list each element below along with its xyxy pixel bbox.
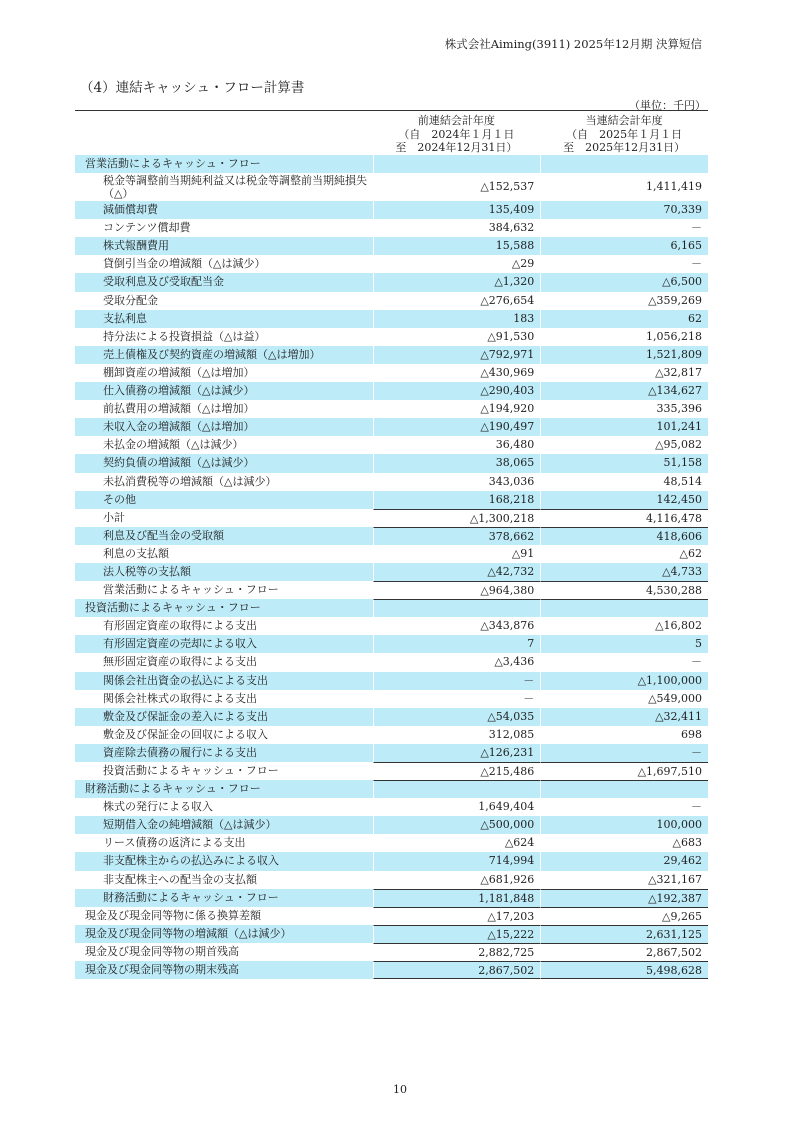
cur-period-value bbox=[540, 599, 708, 617]
prev-period-value: － bbox=[373, 690, 541, 708]
prev-period-value: △343,876 bbox=[373, 617, 541, 635]
table-row bbox=[75, 871, 708, 889]
row-label: 現金及び現金同等物の増減額（△は減少） bbox=[75, 925, 373, 943]
row-label: 営業活動によるキャッシュ・フロー bbox=[103, 583, 279, 597]
row-label: 非支配株主への配当金の支払額 bbox=[103, 872, 257, 886]
prev-period-value: △1,320 bbox=[373, 273, 541, 291]
prev-period-value: 312,085 bbox=[373, 726, 541, 744]
cur-period-value: 698 bbox=[540, 726, 708, 744]
table-row bbox=[75, 418, 708, 436]
prev-period-value: 183 bbox=[373, 310, 541, 328]
label-column-header bbox=[75, 111, 373, 155]
prev-period-value: △91,530 bbox=[373, 328, 541, 346]
row-label: 敷金及び保証金の差入による支出 bbox=[75, 708, 373, 726]
table-row bbox=[75, 292, 708, 310]
table-row bbox=[75, 762, 708, 780]
prev-period-value: △126,231 bbox=[373, 744, 541, 762]
row-label: 受取分配金 bbox=[103, 293, 158, 307]
prev-period-value: △792,971 bbox=[373, 346, 541, 364]
row-label: 無形固定資産の取得による支出 bbox=[103, 655, 257, 669]
prev-period-value: 38,065 bbox=[373, 454, 541, 472]
table-row bbox=[75, 852, 708, 870]
prev-period-value: － bbox=[373, 672, 541, 690]
table-row bbox=[75, 310, 708, 328]
table-row bbox=[75, 690, 708, 708]
cur-period-value bbox=[540, 155, 708, 173]
row-label: 法人税等の支払額 bbox=[75, 563, 373, 581]
table-row bbox=[75, 726, 708, 744]
prev-period-value: △91 bbox=[373, 545, 541, 563]
row-label: 投資活動によるキャッシュ・フロー bbox=[103, 764, 279, 777]
cur-period-value: 1,056,218 bbox=[540, 328, 708, 346]
table-row bbox=[75, 400, 708, 418]
table-row bbox=[75, 961, 708, 979]
prev-period-value: 343,036 bbox=[373, 473, 541, 491]
cur-period-value: △16,802 bbox=[540, 617, 708, 635]
prev-period-value: 135,409 bbox=[373, 201, 541, 219]
row-label: 契約負債の増減額（△は減少） bbox=[75, 454, 373, 472]
row-label: 棚卸資産の増減額（△は増加） bbox=[103, 365, 255, 379]
table-row bbox=[75, 545, 708, 563]
row-label: 持分法による投資損益（△は益） bbox=[103, 329, 266, 343]
prev-period-value: △624 bbox=[373, 834, 541, 852]
cur-period-value: 100,000 bbox=[540, 816, 708, 834]
cur-period-value: 29,462 bbox=[540, 852, 708, 870]
table-row bbox=[75, 436, 708, 454]
cur-period-to: 至 2025年12月31日） bbox=[563, 141, 686, 154]
prev-period-value: 168,218 bbox=[373, 491, 541, 509]
cur-period-value: △62 bbox=[540, 545, 708, 563]
table-row bbox=[75, 527, 708, 545]
prev-period-value: △42,732 bbox=[373, 563, 541, 581]
cur-period-value: 5,498,628 bbox=[540, 961, 708, 979]
table-row bbox=[75, 744, 708, 762]
table-row bbox=[75, 943, 708, 961]
prev-period-value: 384,632 bbox=[373, 219, 541, 237]
row-label: 株式の発行による収入 bbox=[103, 800, 213, 814]
table-row bbox=[75, 473, 708, 491]
row-label: 株式報酬費用 bbox=[75, 237, 373, 255]
table-row bbox=[75, 346, 708, 364]
row-label: 売上債権及び契約資産の増減額（△は増加） bbox=[75, 346, 373, 364]
row-label: 未払消費税等の増減額（△は減少） bbox=[103, 474, 277, 488]
row-label: リース債務の返済による支出 bbox=[103, 836, 246, 850]
row-label: 前払費用の増減額（△は増加） bbox=[103, 402, 255, 416]
row-label: 有形固定資産の売却による収入 bbox=[75, 635, 373, 653]
table-row bbox=[75, 173, 708, 201]
table-row bbox=[75, 889, 708, 907]
prev-period-value: △290,403 bbox=[373, 382, 541, 400]
cur-period-value: △32,411 bbox=[540, 708, 708, 726]
cur-period-value: 101,241 bbox=[540, 418, 708, 436]
cash-flow-table bbox=[75, 110, 708, 979]
row-label: 敷金及び保証金の回収による収入 bbox=[103, 727, 268, 741]
cur-period-from: （自 2025年１月１日 bbox=[566, 127, 683, 141]
table-body bbox=[75, 155, 708, 979]
row-label: 現金及び現金同等物の期末残高 bbox=[75, 961, 373, 979]
cur-period-value: △1,100,000 bbox=[540, 672, 708, 690]
row-label: 有形固定資産の取得による支出 bbox=[103, 619, 257, 633]
unit-label: （単位：千円） bbox=[629, 99, 706, 112]
prev-period-value bbox=[373, 599, 541, 617]
prev-period-value: 1,181,848 bbox=[373, 889, 541, 907]
cur-period-title: 当連結会計年度 bbox=[585, 114, 663, 127]
row-label: 貸倒引当金の増減額（△は減少） bbox=[103, 257, 266, 271]
cur-period-value: － bbox=[540, 744, 708, 762]
cur-period-value: △4,733 bbox=[540, 563, 708, 581]
cur-period-value: 4,530,288 bbox=[540, 581, 708, 599]
table-row bbox=[75, 834, 708, 852]
prev-period-value: △500,000 bbox=[373, 816, 541, 834]
cur-period-value: 418,606 bbox=[540, 527, 708, 545]
table-row bbox=[75, 798, 708, 816]
table-row bbox=[75, 509, 708, 527]
row-label: 減価償却費 bbox=[75, 201, 373, 219]
cur-period-value: △359,269 bbox=[540, 292, 708, 310]
prev-period-value: 378,662 bbox=[373, 527, 541, 545]
cur-period-header bbox=[540, 111, 708, 155]
row-label: 短期借入金の純増減額（△は減少） bbox=[75, 816, 373, 834]
prev-period-value: 15,588 bbox=[373, 237, 541, 255]
row-label: 財務活動によるキャッシュ・フロー bbox=[75, 889, 373, 907]
cur-period-value: 6,165 bbox=[540, 237, 708, 255]
prev-period-value: △276,654 bbox=[373, 292, 541, 310]
cur-period-value: △9,265 bbox=[540, 907, 708, 925]
prev-period-value: △1,300,218 bbox=[373, 509, 541, 527]
cur-period-value: 2,631,125 bbox=[540, 925, 708, 943]
cur-period-value: 335,396 bbox=[540, 400, 708, 418]
prev-period-value: △964,380 bbox=[373, 581, 541, 599]
cur-period-value: 142,450 bbox=[540, 491, 708, 509]
table-row bbox=[75, 653, 708, 671]
prev-period-title: 前連結会計年度 bbox=[417, 114, 495, 127]
cur-period-value: △95,082 bbox=[540, 436, 708, 454]
table-row bbox=[75, 708, 708, 726]
row-label: 現金及び現金同等物に係る換算差額 bbox=[85, 908, 261, 922]
cur-period-value: － bbox=[540, 798, 708, 816]
prev-period-value: 7 bbox=[373, 635, 541, 653]
cur-period-value: 51,158 bbox=[540, 454, 708, 472]
row-label: 利息及び配当金の受取額 bbox=[75, 527, 373, 545]
prev-period-value: 714,994 bbox=[373, 852, 541, 870]
cur-period-value: △683 bbox=[540, 834, 708, 852]
row-label: 受取利息及び受取配当金 bbox=[75, 273, 373, 291]
row-label: 関係会社出資金の払込による支出 bbox=[75, 672, 373, 690]
cur-period-value: 70,339 bbox=[540, 201, 708, 219]
row-label: 関係会社株式の取得による支出 bbox=[103, 691, 257, 705]
table-row bbox=[75, 328, 708, 346]
prev-period-value: △152,537 bbox=[373, 173, 541, 201]
prev-period-to: 至 2024年12月31日） bbox=[395, 141, 518, 154]
cur-period-value: 4,116,478 bbox=[540, 509, 708, 527]
prev-period-value bbox=[373, 155, 541, 173]
cur-period-value: △6,500 bbox=[540, 273, 708, 291]
cur-period-value: △32,817 bbox=[540, 364, 708, 382]
cur-period-value: 62 bbox=[540, 310, 708, 328]
prev-period-value: △3,436 bbox=[373, 653, 541, 671]
cur-period-value bbox=[540, 780, 708, 798]
prev-period-value: 36,480 bbox=[373, 436, 541, 454]
table-row bbox=[75, 672, 708, 690]
prev-period-value bbox=[373, 780, 541, 798]
section-title: （4）連結キャッシュ・フロー計算書 bbox=[80, 80, 305, 96]
row-label: 税金等調整前当期純利益又は税金等調整前当期純損失（△） bbox=[103, 174, 367, 200]
row-label: 非支配株主からの払込みによる収入 bbox=[75, 852, 373, 870]
prev-period-value: △54,035 bbox=[373, 708, 541, 726]
row-label: 利息の支払額 bbox=[103, 546, 169, 560]
cur-period-value: △549,000 bbox=[540, 690, 708, 708]
prev-period-value: 1,649,404 bbox=[373, 798, 541, 816]
cur-period-value: △1,697,510 bbox=[540, 762, 708, 780]
table-row bbox=[75, 219, 708, 237]
row-label: 財務活動によるキャッシュ・フロー bbox=[75, 780, 373, 798]
cur-period-value: △321,167 bbox=[540, 871, 708, 889]
table-row bbox=[75, 907, 708, 925]
table-row bbox=[75, 382, 708, 400]
cur-period-value: － bbox=[540, 653, 708, 671]
table-row bbox=[75, 635, 708, 653]
table-row bbox=[75, 617, 708, 635]
cur-period-value: － bbox=[540, 219, 708, 237]
prev-period-value: △215,486 bbox=[373, 762, 541, 780]
table-row bbox=[75, 273, 708, 291]
prev-period-value: 2,882,725 bbox=[373, 943, 541, 961]
prev-period-value: △29 bbox=[373, 255, 541, 273]
table-row bbox=[75, 925, 708, 943]
row-label: コンテンツ償却費 bbox=[103, 221, 191, 235]
cur-period-value: △192,387 bbox=[540, 889, 708, 907]
cur-period-value: 5 bbox=[540, 635, 708, 653]
section-header-row bbox=[75, 599, 708, 617]
prev-period-header bbox=[373, 111, 541, 155]
page-number: 10 bbox=[393, 1083, 407, 1096]
row-label: 現金及び現金同等物の期首残高 bbox=[85, 944, 239, 958]
row-label: 支払利息 bbox=[75, 310, 373, 328]
row-label: 小計 bbox=[103, 510, 125, 524]
table-header bbox=[75, 111, 708, 155]
cur-period-value: 1,411,419 bbox=[540, 173, 708, 201]
prev-period-value: △430,969 bbox=[373, 364, 541, 382]
table-row bbox=[75, 491, 708, 509]
prev-period-value: △190,497 bbox=[373, 418, 541, 436]
prev-period-value: 2,867,502 bbox=[373, 961, 541, 979]
section-header-row bbox=[75, 780, 708, 798]
table-row bbox=[75, 364, 708, 382]
document-header: 株式会社Aiming(3911) 2025年12月期 決算短信 bbox=[444, 37, 702, 51]
section-header-row bbox=[75, 155, 708, 173]
table-row bbox=[75, 581, 708, 599]
prev-period-value: △17,203 bbox=[373, 907, 541, 925]
cur-period-value: 48,514 bbox=[540, 473, 708, 491]
cur-period-value: － bbox=[540, 255, 708, 273]
cur-period-value: 1,521,809 bbox=[540, 346, 708, 364]
prev-period-from: （自 2024年１月１日 bbox=[398, 127, 515, 141]
row-label: 営業活動によるキャッシュ・フロー bbox=[75, 155, 373, 173]
prev-period-value: △194,920 bbox=[373, 400, 541, 418]
table-row bbox=[75, 454, 708, 472]
row-label: 資産除去債務の履行による支出 bbox=[75, 744, 373, 762]
table-row bbox=[75, 816, 708, 834]
table-row bbox=[75, 201, 708, 219]
table-row bbox=[75, 563, 708, 581]
table-row bbox=[75, 255, 708, 273]
row-label: その他 bbox=[75, 491, 373, 509]
prev-period-value: △15,222 bbox=[373, 925, 541, 943]
prev-period-value: △681,926 bbox=[373, 871, 541, 889]
row-label: 未収入金の増減額（△は増加） bbox=[75, 418, 373, 436]
cur-period-value: 2,867,502 bbox=[540, 943, 708, 961]
table-row bbox=[75, 237, 708, 255]
row-label: 未払金の増減額（△は減少） bbox=[103, 438, 244, 452]
row-label: 投資活動によるキャッシュ・フロー bbox=[75, 599, 373, 617]
row-label: 仕入債務の増減額（△は減少） bbox=[75, 382, 373, 400]
cur-period-value: △134,627 bbox=[540, 382, 708, 400]
